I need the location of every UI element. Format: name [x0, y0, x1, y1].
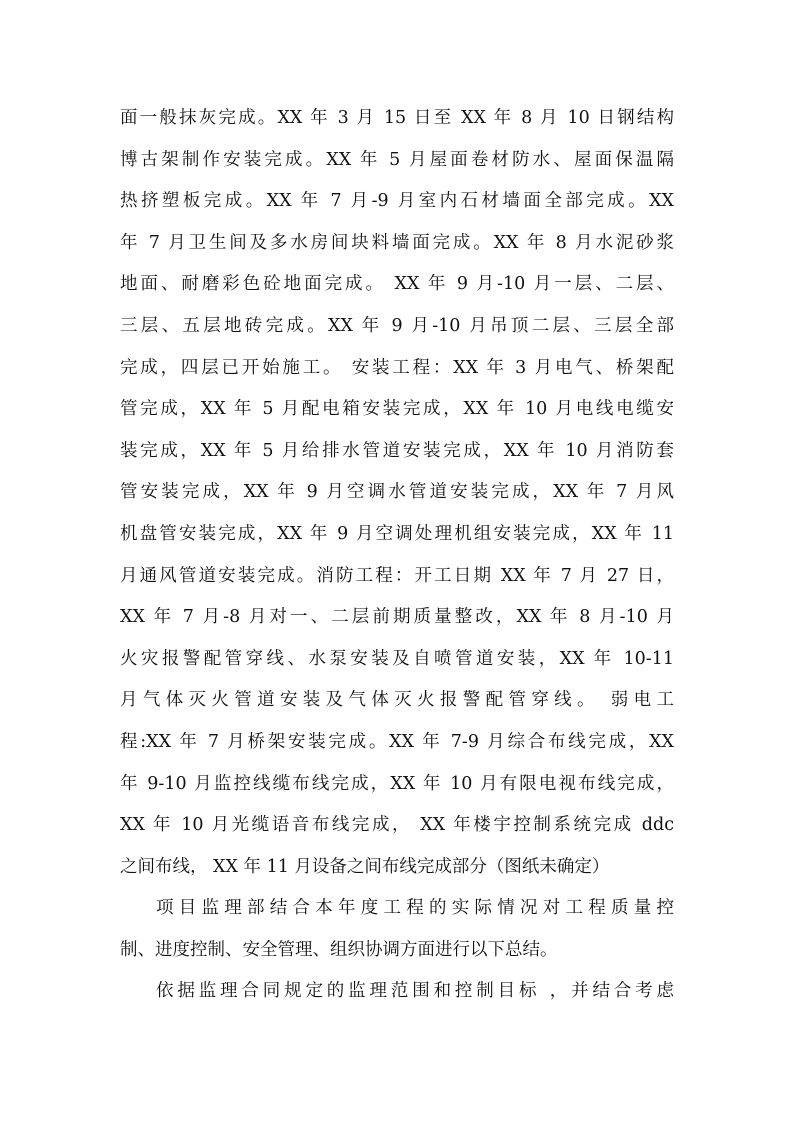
text-line: 装完成，XX 年 5 月给排水管道安装完成，XX 年 10 月消防套 — [120, 440, 674, 461]
text-line: 制、进度控制、安全管理、组织协调方面进行以下总结。 — [120, 939, 558, 960]
text-line: 火灾报警配管穿线、水泵安装及自喷管道安装，XX 年 10-11 — [120, 648, 674, 669]
paragraph-first-line: 项目监理部结合本年度工程的实际情况对工程质量控 — [156, 898, 674, 919]
paragraph-first-line: 依据监理合同规定的监理范围和控制目标 ，并结合考虑 — [156, 981, 674, 1002]
text-line: 热挤塑板完成。XX 年 7 月-9 月室内石材墙面全部完成。XX — [120, 191, 674, 212]
text-line: XX 年 10 月光缆语音布线完成， XX 年楼宇控制系统完成 ddc — [120, 815, 674, 836]
body-text — [120, 98, 674, 1013]
text-line: 地面、耐磨彩色砼地面完成。 XX 年 9 月-10 月一层、二层、 — [120, 274, 674, 295]
text-line: XX 年 7 月-8 月对一、二层前期质量整改，XX 年 8 月-10 月 — [120, 607, 674, 628]
text-line: 月通风管道安装完成。消防工程：开工日期 XX 年 7 月 27 日， — [120, 565, 674, 586]
text-line: 年 9-10 月监控线缆布线完成，XX 年 10 月有限电视布线完成， — [120, 773, 674, 794]
text-line: 机盘管安装完成，XX 年 9 月空调处理机组安装完成，XX 年 11 — [120, 523, 674, 544]
text-line: 完成，四层已开始施工。 安装工程：XX 年 3 月电气、桥架配 — [120, 357, 674, 378]
text-line: 程:XX 年 7 月桥架安装完成。XX 年 7-9 月综合布线完成，XX — [120, 731, 674, 752]
text-line: 三层、五层地砖完成。XX 年 9 月-10 月吊顶二层、三层全部 — [120, 315, 674, 336]
text-line: 年 7 月卫生间及多水房间块料墙面完成。XX 年 8 月水泥砂浆 — [120, 232, 674, 253]
text-line: 之间布线， XX 年 11 月设备之间布线完成部分（图纸未确定） — [120, 856, 610, 877]
text-line: 月气体灭火管道安装及气体灭火报警配管穿线。 弱电工 — [120, 690, 674, 711]
text-line: 管完成，XX 年 5 月配电箱安装完成，XX 年 10 月电线电缆安 — [120, 399, 674, 420]
text-line: 面一般抹灰完成。XX 年 3 月 15 日至 XX 年 8 月 10 日钢结构 — [120, 108, 674, 128]
text-line: 管安装完成，XX 年 9 月空调水管道安装完成，XX 年 7 月风 — [120, 482, 674, 503]
text-line: 博古架制作安装完成。XX 年 5 月屋面卷材防水、屋面保温隔 — [120, 149, 674, 170]
